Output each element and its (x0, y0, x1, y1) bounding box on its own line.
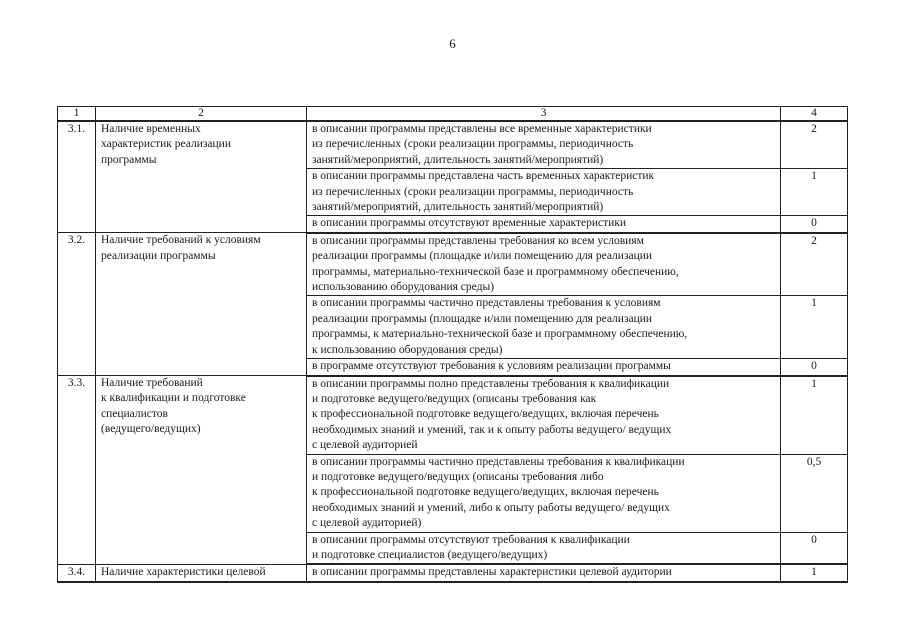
table-row (58, 233, 848, 296)
criterion-text: в описании программы представлены требования ко всем условиям реализации программы (площадке и/или помещению для реализации программы, материально-технической базе и программному обеспечению, использованию оборудования среды) (307, 233, 781, 296)
criterion-score: 1 (781, 376, 848, 455)
table-row (58, 564, 848, 581)
header-col-3: 3 (307, 107, 781, 122)
table-row (58, 376, 848, 455)
criterion-text: в описании программы представлены характеристики целевой аудитории (307, 564, 781, 581)
table-header-row (58, 107, 848, 122)
criterion-text: в описании программы представлена часть временных характеристик из перечисленных (сроки реализации программы, периодичность занятий/мероприятий, длительность занятий/мероприятий) (307, 169, 781, 216)
section-title: Наличие временных характеристик реализации программы (96, 121, 307, 233)
section-number: 3.4. (58, 564, 96, 581)
criterion-text: в описании программы отсутствуют временные характеристики (307, 216, 781, 233)
section-number: 3.2. (58, 233, 96, 376)
criterion-text: в программе отсутствуют требования к условиям реализации программы (307, 359, 781, 376)
section-title: Наличие характеристики целевой (96, 564, 307, 581)
header-col-2: 2 (96, 107, 307, 122)
criterion-score: 0 (781, 359, 848, 376)
criterion-text: в описании программы частично представлены требования к условиям реализации программы (площадке и/или помещению для реализации программы, к материально-технической базе и программному обеспечению, к использованию оборудования среды) (307, 296, 781, 359)
criterion-score: 0 (781, 532, 848, 564)
criteria-table (57, 106, 848, 583)
criterion-score: 0,5 (781, 454, 848, 532)
criterion-score: 0 (781, 216, 848, 233)
criterion-text: в описании программы отсутствуют требования к квалификации и подготовке специалистов (ведущего/ведущих) (307, 532, 781, 564)
criterion-score: 1 (781, 296, 848, 359)
criterion-score: 1 (781, 564, 848, 581)
criterion-text: в описании программы представлены все временные характеристики из перечисленных (сроки реализации программы, периодичность занятий/мероприятий, длительность занятий/мероприятий) (307, 121, 781, 169)
criterion-score: 2 (781, 233, 848, 296)
criterion-score: 1 (781, 169, 848, 216)
section-title: Наличие требований к квалификации и подготовке специалистов (ведущего/ведущих) (96, 376, 307, 565)
criterion-text: в описании программы полно представлены требования к квалификации и подготовке ведущего/ведущих (описаны требования как к профессиональной подготовке ведущего/ведущих, включая перечень необходимых знаний и умений, так и к опыту работы ведущего/ ведущих с целевой аудиторией (307, 376, 781, 455)
section-title: Наличие требований к условиям реализации программы (96, 233, 307, 376)
page-number: 6 (449, 36, 456, 51)
table-row (58, 121, 848, 169)
section-number: 3.3. (58, 376, 96, 565)
section-number: 3.1. (58, 121, 96, 233)
header-col-1: 1 (58, 107, 96, 122)
criterion-text: в описании программы частично представлены требования к квалификации и подготовке ведущего/ведущих (описаны требования либо к профессиональной подготовке ведущего/ведущих, включая перечень необходимых знаний и умений, либо к опыту работы ведущего/ ведущих с целевой аудиторией) (307, 454, 781, 532)
criterion-score: 2 (781, 121, 848, 169)
header-col-4: 4 (781, 107, 848, 122)
